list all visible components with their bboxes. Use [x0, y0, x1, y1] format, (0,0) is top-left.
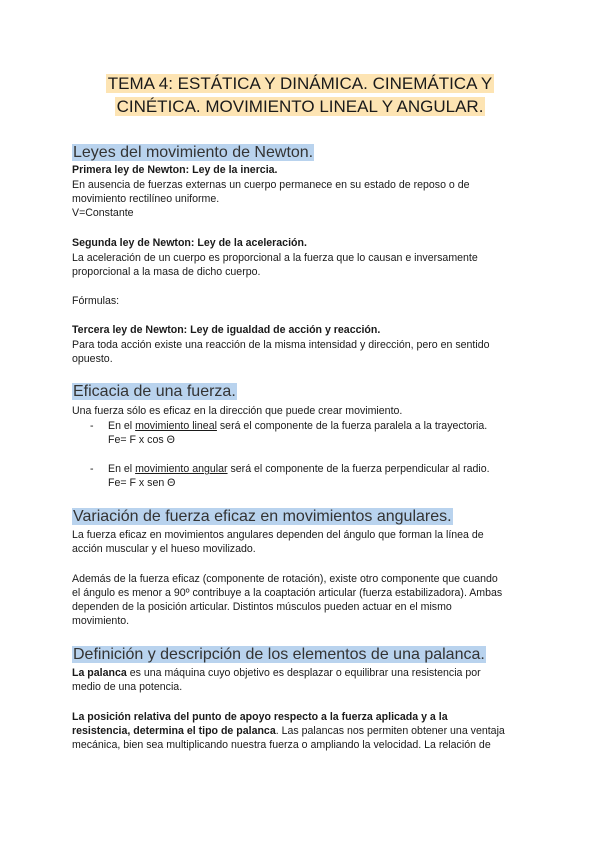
- law1-formula: V=Constante: [72, 207, 134, 219]
- heading-newton: Leyes del movimiento de Newton.: [73, 144, 314, 161]
- variacion-p2-l2: el ángulo es menor a 90º contribuye a la coaptación articular (fuerza estabilizadora). Ambas: [72, 587, 503, 599]
- palanca-p2-l2: resistencia, determina el tipo de palanca. Las palancas nos permiten obtener una ventaja: [72, 725, 505, 737]
- variacion-p2-l1: Además de la fuerza eficaz (componente de rotación), existe otro componente que cuando: [72, 573, 498, 585]
- list-item-lineal: En el movimiento lineal será el componente de la fuerza paralela a la trayectoria.: [108, 420, 488, 432]
- law2-text-2: proporcional a la masa de dicho cuerpo.: [72, 266, 261, 278]
- list-item-angular: En el movimiento angular será el componente de la fuerza perpendicular al radio.: [108, 463, 490, 475]
- law1-title: Primera ley de Newton: Ley de la inercia.: [72, 164, 278, 176]
- eficacia-intro: Una fuerza sólo es eficaz en la dirección que puede crear movimiento.: [72, 405, 403, 417]
- law1-text-2: movimiento rectilíneo uniforme.: [72, 193, 220, 205]
- palanca-p1-l2: medio de una potencia.: [72, 681, 183, 693]
- formulas-label: Fórmulas:: [72, 295, 120, 307]
- list-dash: -: [90, 420, 94, 432]
- law3-text-2: opuesto.: [72, 353, 113, 365]
- palanca-p1-l1: La palanca es una máquina cuyo objetivo es desplazar o equilibrar una resistencia por: [72, 667, 481, 679]
- page-title: [40, 72, 560, 118]
- palanca-p2-l3: mecánica, bien sea multiplicando nuestra fuerza o ampliando la velocidad. La relación de: [72, 739, 491, 751]
- variacion-p1-l1: La fuerza eficaz en movimientos angulares dependen del ángulo que forman la línea de: [72, 529, 484, 541]
- heading-palanca: Definición y descripción de los elementos de una palanca.: [73, 646, 485, 663]
- heading-variacion: Variación de fuerza eficaz en movimientos angulares.: [73, 508, 452, 525]
- title-line-1: TEMA 4: ESTÁTICA Y DINÁMICA. CINEMÁTICA Y: [107, 74, 493, 93]
- law3-text-1: Para toda acción existe una reacción de la misma intensidad y dirección, pero en sentido: [72, 339, 490, 351]
- formula-cos: Fe= F x cos Θ: [108, 434, 175, 446]
- palanca-p2-l1: La posición relativa del punto de apoyo respecto a la fuerza aplicada y a la: [72, 711, 448, 723]
- formula-sen: Fe= F x sen Θ: [108, 477, 176, 489]
- variacion-p2-l4: movimiento.: [72, 615, 130, 627]
- list-dash: -: [90, 463, 94, 475]
- variacion-p1-l2: acción muscular y el hueso movilizado.: [72, 543, 256, 555]
- variacion-p2-l3: dependen de la posición articular. Distintos músculos pueden actuar en el mismo: [72, 601, 452, 613]
- law3-title: Tercera ley de Newton: Ley de igualdad de acción y reacción.: [72, 324, 381, 336]
- law1-text-1: En ausencia de fuerzas externas un cuerpo permanece en su estado de reposo o de: [72, 179, 470, 191]
- law2-text-1: La aceleración de un cuerpo es proporcional a la fuerza que lo causan e inversamente: [72, 252, 478, 264]
- law2-title: Segunda ley de Newton: Ley de la aceleración.: [72, 237, 307, 249]
- heading-eficacia: Eficacia de una fuerza.: [73, 383, 236, 400]
- title-line-2: CINÉTICA. MOVIMIENTO LINEAL Y ANGULAR.: [116, 97, 484, 116]
